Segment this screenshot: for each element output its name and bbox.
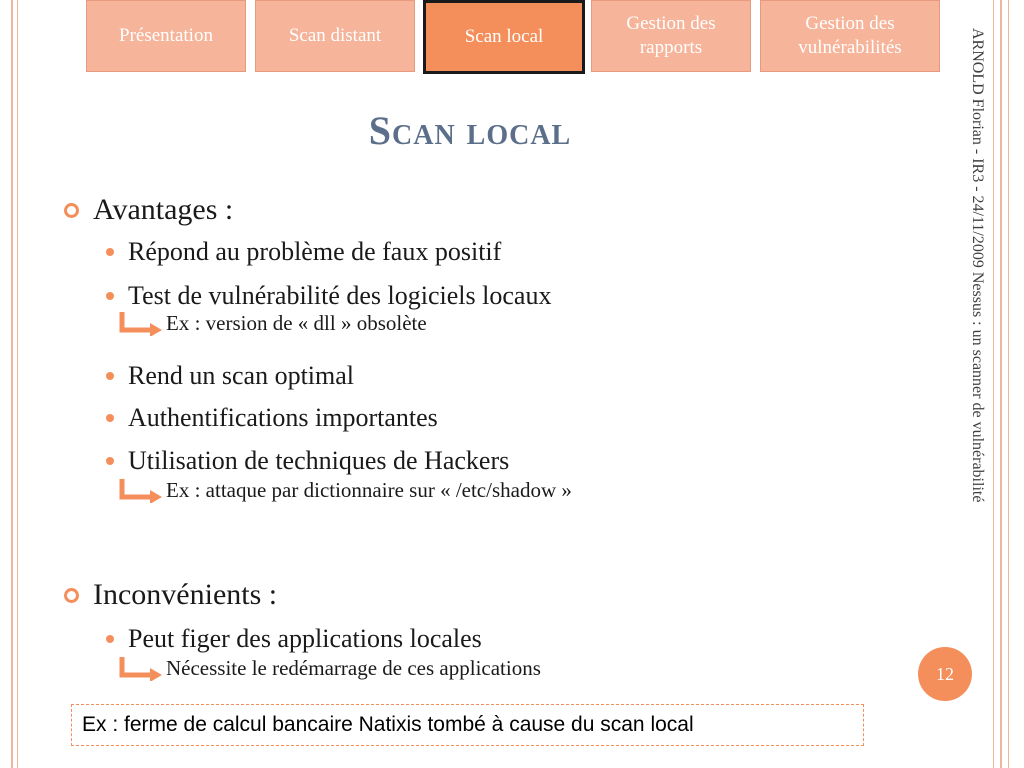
tab-presentation[interactable]: Présentation	[86, 0, 246, 72]
bent-arrow-icon	[118, 310, 164, 336]
sub-item: Ex : attaque par dictionnaire sur « /etc/shadow »	[118, 477, 572, 503]
bent-arrow-icon	[118, 477, 164, 503]
ring-bullet-icon	[64, 588, 79, 603]
list-item: Rend un scan optimal	[106, 361, 354, 391]
dot-bullet-icon	[106, 414, 114, 422]
tab-gestion-rapports[interactable]: Gestion des rapports	[591, 0, 751, 72]
note-box: Ex : ferme de calcul bancaire Natixis tombé à cause du scan local	[71, 704, 864, 746]
sub-item: Ex : version de « dll » obsolète	[118, 310, 427, 336]
slide-title: Scan local	[368, 108, 572, 153]
dot-bullet-icon	[106, 635, 114, 643]
footer-vertical-text: ARNOLD Florian - IR3 - 24/11/2009 Nessus : un scanner de vulnérabilité	[969, 28, 986, 503]
tab-gestion-vulnerabilites[interactable]: Gestion des vulnérabilités	[760, 0, 940, 72]
list-item: Peut figer des applications locales	[106, 624, 482, 654]
right-rule-1	[993, 0, 994, 768]
list-item: Test de vulnérabilité des logiciels locaux	[106, 281, 551, 311]
list-item: Utilisation de techniques de Hackers	[106, 446, 509, 476]
dot-bullet-icon	[106, 457, 114, 465]
list-item: Authentifications importantes	[106, 403, 438, 433]
right-rule-2	[1000, 0, 1002, 768]
page-number-badge: 12	[918, 647, 972, 701]
list-item: Répond au problème de faux positif	[106, 237, 501, 267]
tab-scan-local[interactable]: Scan local	[423, 0, 585, 74]
dot-bullet-icon	[106, 372, 114, 380]
bent-arrow-icon	[118, 655, 164, 681]
tab-scan-distant[interactable]: Scan distant	[255, 0, 415, 72]
section-tabs	[86, 0, 946, 74]
ring-bullet-icon	[64, 203, 79, 218]
section-heading-inconvenients: Inconvénients :	[60, 578, 277, 612]
right-rule-3	[1008, 0, 1009, 768]
dot-bullet-icon	[106, 248, 114, 256]
section-heading-avantages: Avantages :	[60, 193, 233, 227]
dot-bullet-icon	[106, 292, 114, 300]
sub-item: Nécessite le redémarrage de ces applications	[118, 655, 541, 681]
